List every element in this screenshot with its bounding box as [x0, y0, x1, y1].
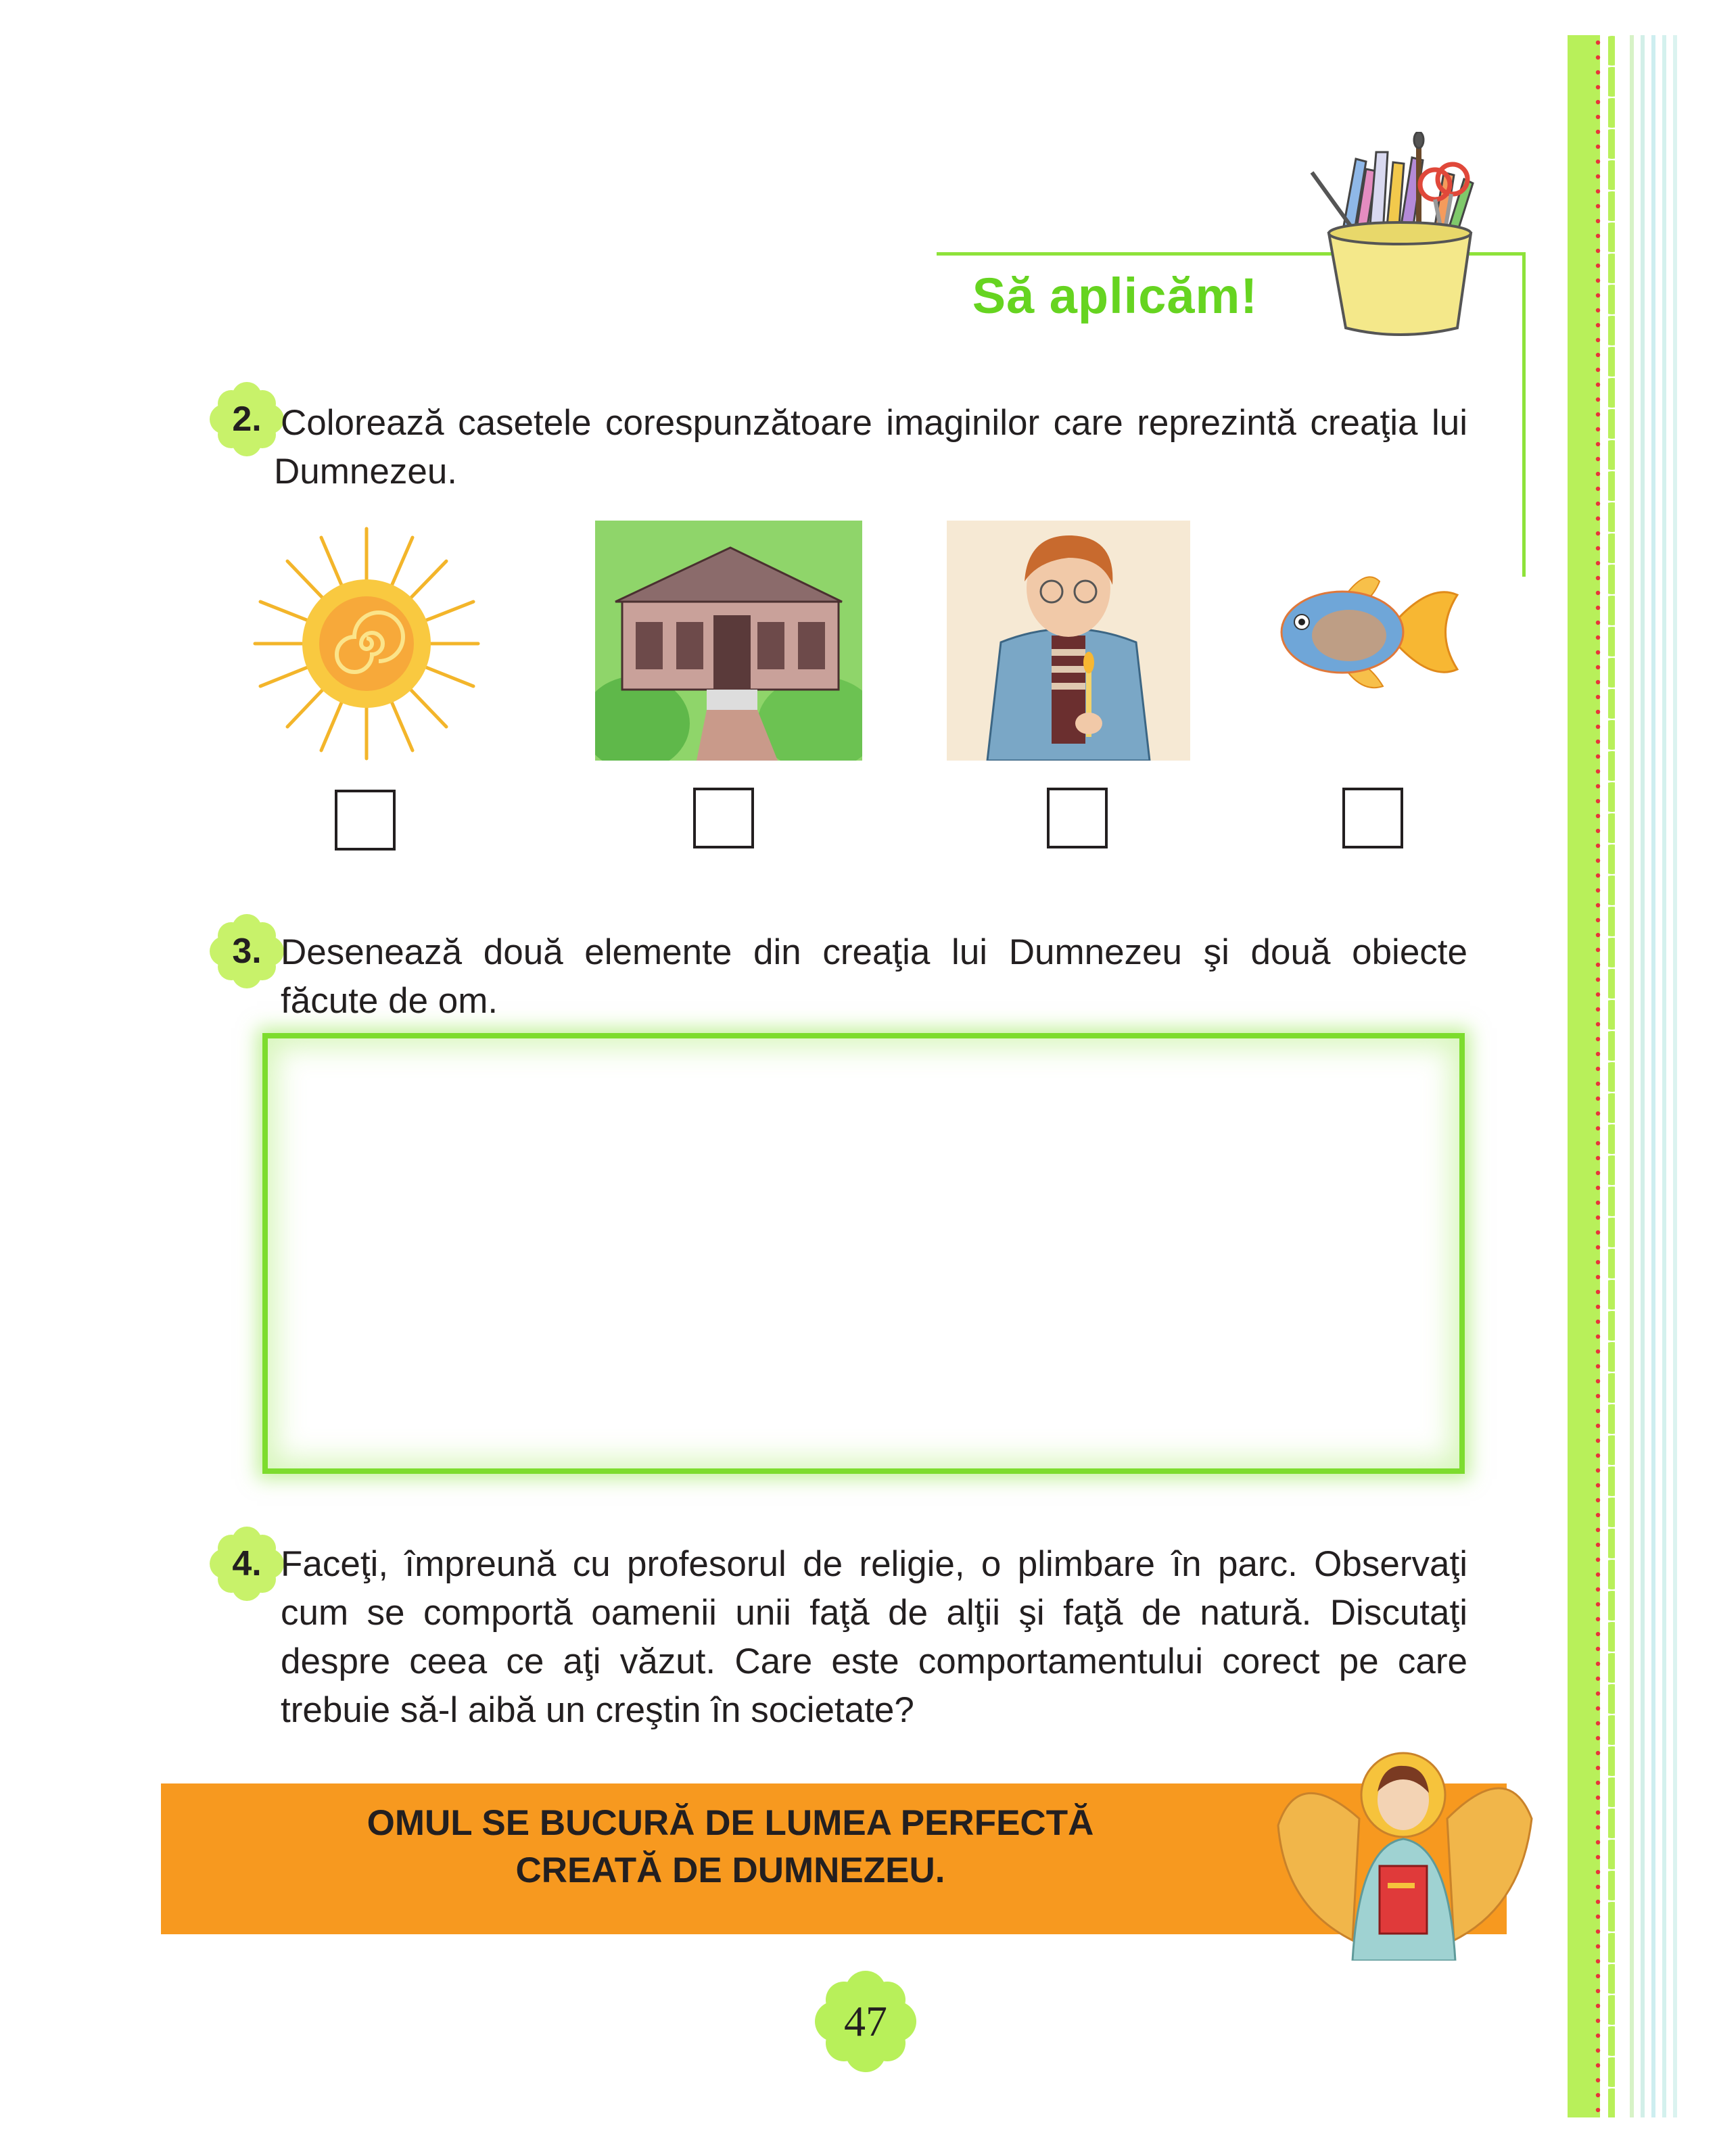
section-heading: Să aplicăm! [972, 268, 1258, 324]
exercise-text-3: Desenează două elemente din creaţia lui Dumnezeu şi două obiecte făcute de om. [281, 932, 1467, 1021]
decorative-side-border [1568, 35, 1703, 2117]
checkbox-sun[interactable] [335, 790, 396, 851]
exercise-text-4: Faceţi, împreună cu profesorul de religie, o plimbare în parc. Observaţi cum se comportă oamenii unii faţă de alţii şi faţă de natură. Discutaţi despre ceea ce aţi văzut. Care este comportamentului corect pe care trebuie să-l aibă un creştin în societate? [281, 1544, 1467, 1730]
exercise-number-4: 4. [232, 1544, 262, 1583]
conclusion-text [291, 1800, 1170, 1894]
conclusion-line-2: CREATĂ DE DUMNEZEU. [515, 1850, 945, 1890]
sun-icon [247, 521, 487, 767]
boy-with-candle-icon [947, 521, 1190, 761]
house-icon [595, 521, 862, 761]
exercise-number-3: 3. [232, 932, 262, 971]
checkbox-goldfish[interactable] [1342, 788, 1403, 848]
goldfish-icon [1271, 568, 1461, 696]
heading-rule-vertical [1522, 252, 1526, 577]
pencil-cup-icon [1292, 132, 1515, 341]
page-number: 47 [844, 1997, 887, 2045]
checkbox-boy[interactable] [1047, 788, 1108, 848]
checkbox-house[interactable] [693, 788, 754, 848]
drawing-area[interactable] [262, 1033, 1465, 1474]
exercise-text-2: Colorează casetele corespunzătoare imaginilor care reprezintă creaţia lui Dumnezeu. [274, 403, 1467, 492]
angel-icon [1271, 1738, 1535, 1961]
exercise-number-2: 2. [232, 400, 262, 439]
conclusion-line-1: OMUL SE BUCURĂ DE LUMEA PERFECTĂ [367, 1803, 1094, 1843]
